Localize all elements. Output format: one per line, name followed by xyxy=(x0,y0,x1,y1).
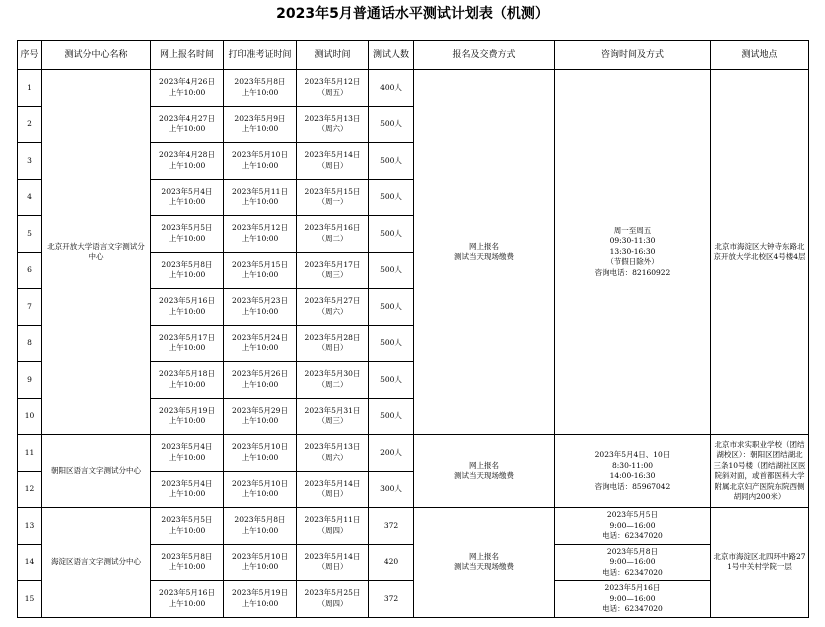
center-name: 海淀区语言文字测试分中心 xyxy=(42,508,151,618)
table-row xyxy=(18,435,809,472)
print-time: 2023年5月15日 上午10:00 xyxy=(224,252,297,289)
test-time: 2023年5月11日 （周四） xyxy=(297,508,369,545)
row-number: 9 xyxy=(18,362,42,399)
test-count: 500人 xyxy=(369,362,414,399)
test-count: 500人 xyxy=(369,216,414,253)
print-time: 2023年5月19日 上午10:00 xyxy=(224,581,297,618)
test-count: 500人 xyxy=(369,289,414,326)
test-time: 2023年5月13日 （周六） xyxy=(297,106,369,143)
reg-time: 2023年5月8日 上午10:00 xyxy=(151,252,224,289)
row-number: 3 xyxy=(18,143,42,180)
header-reg-time: 网上报名时间 xyxy=(151,41,224,70)
reg-time: 2023年5月4日 上午10:00 xyxy=(151,471,224,508)
reg-time: 2023年4月26日 上午10:00 xyxy=(151,70,224,107)
reg-time: 2023年5月16日 上午10:00 xyxy=(151,289,224,326)
row-number: 11 xyxy=(18,435,42,472)
row-number: 1 xyxy=(18,70,42,107)
reg-time: 2023年5月16日 上午10:00 xyxy=(151,581,224,618)
row-number: 15 xyxy=(18,581,42,618)
row-number: 6 xyxy=(18,252,42,289)
row-number: 2 xyxy=(18,106,42,143)
test-count: 500人 xyxy=(369,325,414,362)
consult-info: 周一至周五 09:30-11:30 13:30-16:30 （节假日除外） 咨询电话：82160922 xyxy=(555,70,711,435)
print-time: 2023年5月10日 上午10:00 xyxy=(224,471,297,508)
test-plan-table xyxy=(17,40,809,618)
reg-time: 2023年5月18日 上午10:00 xyxy=(151,362,224,399)
row-number: 14 xyxy=(18,544,42,581)
header-consult: 咨询时间及方式 xyxy=(555,41,711,70)
table-row xyxy=(18,70,809,107)
reg-time: 2023年5月4日 上午10:00 xyxy=(151,179,224,216)
test-time: 2023年5月16日 （周二） xyxy=(297,216,369,253)
test-location: 北京市海淀区北四环中路271号中关村学院一层 xyxy=(711,508,809,618)
row-number: 10 xyxy=(18,398,42,435)
test-count: 420 xyxy=(369,544,414,581)
reg-time: 2023年4月27日 上午10:00 xyxy=(151,106,224,143)
print-time: 2023年5月8日 上午10:00 xyxy=(224,508,297,545)
print-time: 2023年5月9日 上午10:00 xyxy=(224,106,297,143)
reg-time: 2023年5月17日 上午10:00 xyxy=(151,325,224,362)
header-signup: 报名及交费方式 xyxy=(414,41,555,70)
test-count: 500人 xyxy=(369,179,414,216)
consult-info: 2023年5月4日、10日 8:30-11:00 14:00-16:30 咨询电话：85967042 xyxy=(555,435,711,508)
signup-method: 网上报名 测试当天现场缴费 xyxy=(414,70,555,435)
header-print-time: 打印准考证时间 xyxy=(224,41,297,70)
header-count: 测试人数 xyxy=(369,41,414,70)
print-time: 2023年5月24日 上午10:00 xyxy=(224,325,297,362)
row-number: 12 xyxy=(18,471,42,508)
consult-info: 2023年5月16日 9:00—16:00 电话：62347020 xyxy=(555,581,711,618)
signup-method: 网上报名 测试当天现场缴费 xyxy=(414,508,555,618)
test-count: 500人 xyxy=(369,143,414,180)
test-time: 2023年5月13日 （周六） xyxy=(297,435,369,472)
test-time: 2023年5月17日 （周三） xyxy=(297,252,369,289)
row-number: 5 xyxy=(18,216,42,253)
print-time: 2023年5月10日 上午10:00 xyxy=(224,435,297,472)
row-number: 8 xyxy=(18,325,42,362)
print-time: 2023年5月10日 上午10:00 xyxy=(224,544,297,581)
test-count: 400人 xyxy=(369,70,414,107)
test-count: 500人 xyxy=(369,252,414,289)
print-time: 2023年5月12日 上午10:00 xyxy=(224,216,297,253)
test-time: 2023年5月27日 （周六） xyxy=(297,289,369,326)
test-count: 500人 xyxy=(369,106,414,143)
reg-time: 2023年5月5日 上午10:00 xyxy=(151,508,224,545)
print-time: 2023年5月10日 上午10:00 xyxy=(224,143,297,180)
consult-info: 2023年5月8日 9:00—16:00 电话：62347020 xyxy=(555,544,711,581)
test-count: 372 xyxy=(369,581,414,618)
test-time: 2023年5月12日 （周五） xyxy=(297,70,369,107)
header-center: 测试分中心名称 xyxy=(42,41,151,70)
reg-time: 2023年5月8日 上午10:00 xyxy=(151,544,224,581)
test-time: 2023年5月25日 （周四） xyxy=(297,581,369,618)
page-title: 2023年5月普通话水平测试计划表（机测） xyxy=(276,6,549,22)
reg-time: 2023年5月5日 上午10:00 xyxy=(151,216,224,253)
row-number: 7 xyxy=(18,289,42,326)
test-location: 北京市海淀区大钟寺东路北京开放大学北校区4号楼4层 xyxy=(711,70,809,435)
test-count: 200人 xyxy=(369,435,414,472)
print-time: 2023年5月26日 上午10:00 xyxy=(224,362,297,399)
test-count: 500人 xyxy=(369,398,414,435)
test-time: 2023年5月31日 （周三） xyxy=(297,398,369,435)
center-name: 朝阳区语言文字测试分中心 xyxy=(42,435,151,508)
test-time: 2023年5月30日 （周二） xyxy=(297,362,369,399)
test-location: 北京市求实职业学校（团结湖校区）：朝阳区团结湖北三条10号楼（团结湖社区医院斜对面，或首都医科大学附属北京妇产医院东院西侧胡同内200米） xyxy=(711,435,809,508)
reg-time: 2023年5月4日 上午10:00 xyxy=(151,435,224,472)
row-number: 4 xyxy=(18,179,42,216)
print-time: 2023年5月23日 上午10:00 xyxy=(224,289,297,326)
print-time: 2023年5月11日 上午10:00 xyxy=(224,179,297,216)
print-time: 2023年5月29日 上午10:00 xyxy=(224,398,297,435)
center-name: 北京开放大学语言文字测试分中心 xyxy=(42,70,151,435)
test-time: 2023年5月28日 （周日） xyxy=(297,325,369,362)
header-test-time: 测试时间 xyxy=(297,41,369,70)
test-count: 300人 xyxy=(369,471,414,508)
test-time: 2023年5月15日 （周一） xyxy=(297,179,369,216)
reg-time: 2023年5月19日 上午10:00 xyxy=(151,398,224,435)
signup-method: 网上报名 测试当天现场缴费 xyxy=(414,435,555,508)
test-time: 2023年5月14日 （周日） xyxy=(297,143,369,180)
row-number: 13 xyxy=(18,508,42,545)
header-location: 测试地点 xyxy=(711,41,809,70)
test-time: 2023年5月14日 （周日） xyxy=(297,544,369,581)
print-time: 2023年5月8日 上午10:00 xyxy=(224,70,297,107)
header-no: 序号 xyxy=(18,41,42,70)
test-time: 2023年5月14日 （周日） xyxy=(297,471,369,508)
header-row xyxy=(18,41,809,70)
reg-time: 2023年4月28日 上午10:00 xyxy=(151,143,224,180)
consult-info: 2023年5月5日 9:00—16:00 电话：62347020 xyxy=(555,508,711,545)
table-row xyxy=(18,508,809,545)
test-count: 372 xyxy=(369,508,414,545)
